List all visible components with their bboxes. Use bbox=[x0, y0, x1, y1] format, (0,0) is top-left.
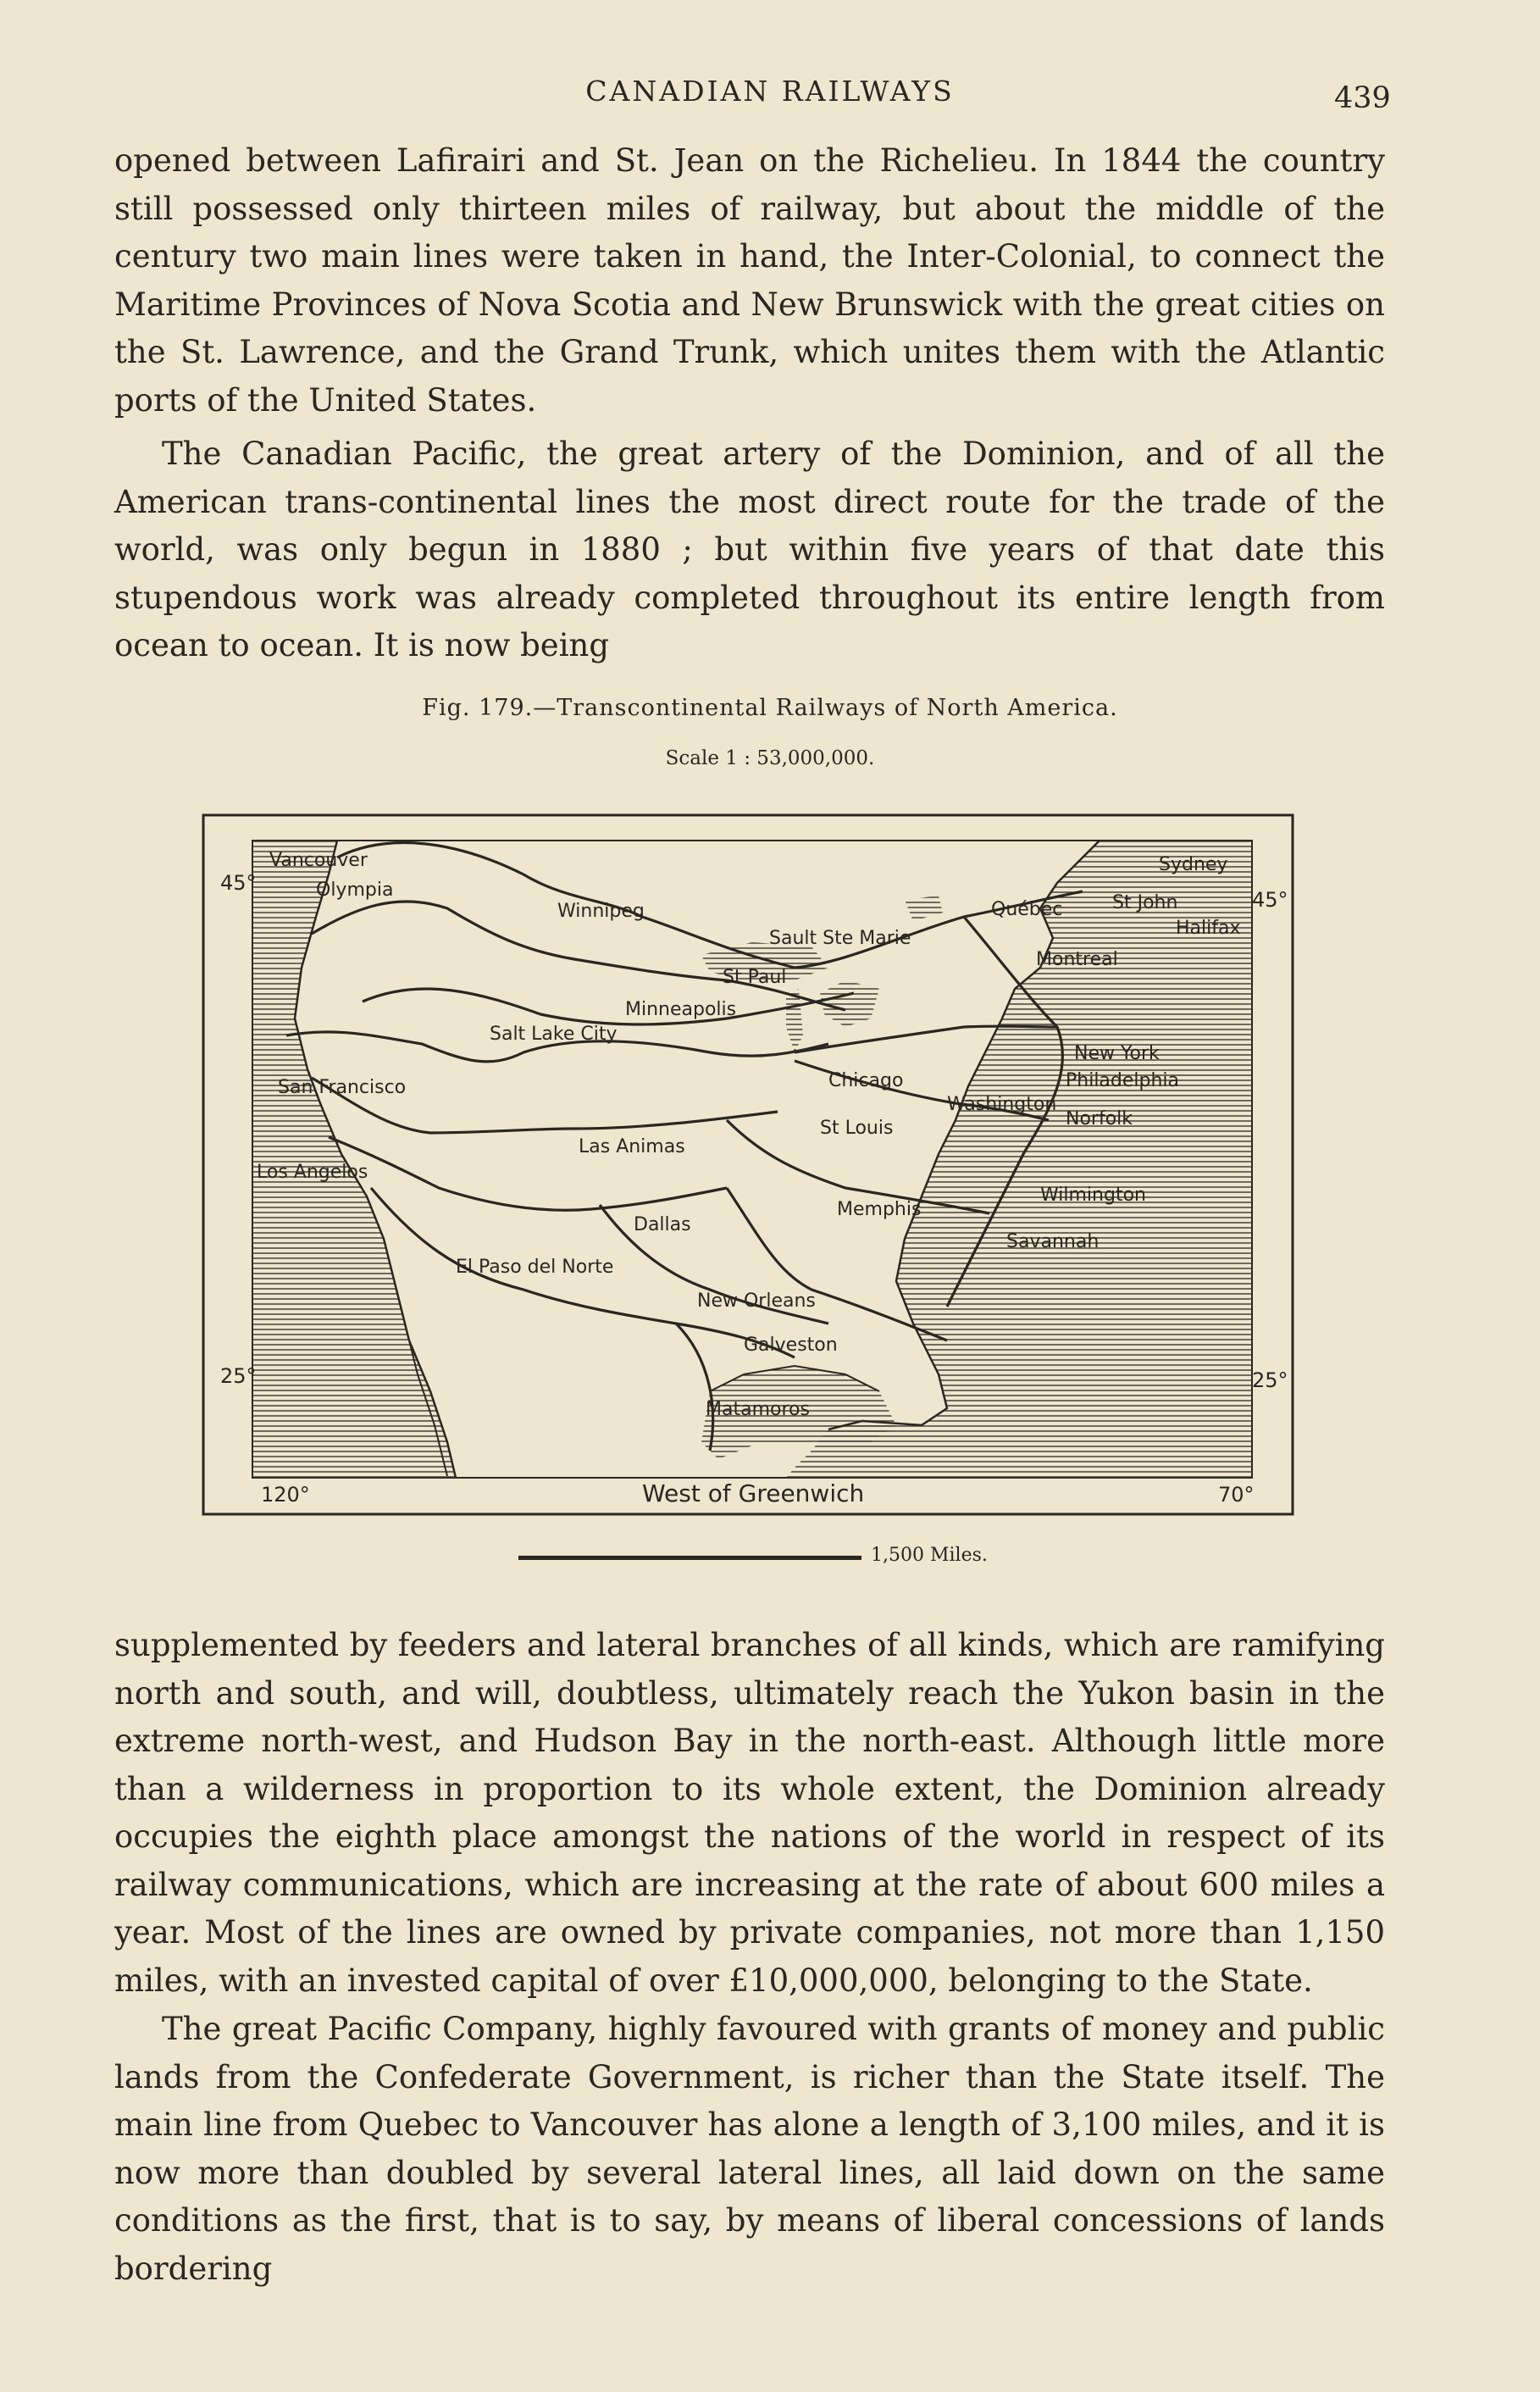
paragraph-4: The great Pacific Company, highly favoured with grants of money and public lands from the Confederate Government, is richer than the State itself. The main line from Quebec to Vancouver has alone a length of 3,100 miles, and it is now more than doubled by several lateral lines, all laid down on the same conditions as the first, that is to say, by means of liberal concessions of lands bordering bbox=[114, 2011, 1385, 2287]
place-washington: Washington bbox=[947, 1094, 1057, 1115]
lon-70: 70° bbox=[1218, 1483, 1255, 1507]
place-matamoros: Matamoros bbox=[706, 1399, 810, 1420]
place-quebec: Québec bbox=[991, 899, 1063, 920]
scale-bar-label: 1,500 Miles. bbox=[871, 1545, 988, 1566]
railway-union-pacific bbox=[363, 989, 854, 1024]
place-norfolk: Norfolk bbox=[1066, 1108, 1133, 1129]
place-los-angeles: Los Angelos bbox=[257, 1162, 368, 1183]
figure-scale: Scale 1 : 53,000,000. bbox=[665, 747, 875, 769]
paragraph-2: The Canadian Pacific, the great artery of the Dominion, and of all the American trans-continental lines the most direct route for the trade of the world, was only begun in 1880 ; but within five years of that date this stupendous work was already completed throughout its entire length from ocean to ocean. It is now being bbox=[114, 436, 1385, 663]
place-winnipeg: Winnipeg bbox=[557, 901, 645, 922]
place-st-louis: St Louis bbox=[820, 1118, 894, 1139]
place-san-francisco: San Francisco bbox=[278, 1077, 407, 1098]
place-st-paul: St Paul bbox=[723, 967, 787, 988]
place-halifax: Halifax bbox=[1176, 918, 1241, 939]
pacific-ocean bbox=[252, 841, 456, 1478]
page-number: 439 bbox=[1334, 81, 1391, 115]
place-savannah: Savannah bbox=[1006, 1231, 1100, 1252]
running-head bbox=[0, 75, 1540, 117]
scale-bar bbox=[508, 1545, 1017, 1575]
paragraph-3: supplemented by feeders and lateral branches of all kinds, which are ramifying north and south, and will, doubtless, ultimately reach the Yukon basin in the extreme north-west, and Hudson Bay in the north-east. Although little more than a wilderness in proportion to its whole extent, the Dominion already occupies the eighth place amongst the nations of the world in respect of its railway communications, which are increasing at the rate of about 600 miles a year. Most of the lines are owned by private companies, not more than 1,150 miles, with an invested capital of over £10,000,000, belonging to the State. bbox=[114, 1627, 1385, 1999]
railway-map bbox=[202, 798, 1294, 1518]
place-sault-ste-marie: Sault Ste Marie bbox=[769, 928, 911, 949]
lat-45-left: 45° bbox=[220, 871, 257, 895]
scale-bar-line bbox=[518, 1556, 861, 1560]
place-wilmington: Wilmington bbox=[1040, 1185, 1146, 1206]
place-st-john: St John bbox=[1112, 892, 1178, 913]
lon-120: 120° bbox=[261, 1483, 310, 1507]
lat-45-right: 45° bbox=[1252, 888, 1288, 912]
map-svg bbox=[202, 798, 1294, 1518]
place-minneapolis: Minneapolis bbox=[625, 999, 737, 1020]
meridian-note: West of Greenwich bbox=[642, 1479, 865, 1507]
place-dallas: Dallas bbox=[634, 1214, 691, 1235]
paragraph-1: opened between Lafirairi and St. Jean on the Richelieu. In 1844 the country still possessed only thirteen miles of railway, but about the middle of the century two main lines were taken in hand, the Inter-Colonial, to connect the Maritime Provinces of Nova Scotia and New Brunswick with the great cities on the St. Lawrence, and the Grand Trunk, which unites them with the Atlantic ports of the United States. bbox=[114, 142, 1385, 419]
figure-caption: Fig. 179.—Transcontinental Railways of North America. bbox=[422, 695, 1118, 721]
place-memphis: Memphis bbox=[837, 1199, 922, 1220]
running-title: CANADIAN RAILWAYS bbox=[585, 75, 955, 108]
place-sydney: Sydney bbox=[1159, 854, 1228, 875]
railway-canadian-pacific bbox=[337, 843, 1083, 968]
lake-huron bbox=[820, 980, 879, 1027]
place-chicago: Chicago bbox=[828, 1070, 904, 1091]
lat-25-left: 25° bbox=[220, 1364, 257, 1388]
lat-25-right: 25° bbox=[1252, 1368, 1288, 1392]
place-philadelphia: Philadelphia bbox=[1066, 1070, 1180, 1091]
place-olympia: Olympia bbox=[316, 880, 394, 901]
place-new-orleans: New Orleans bbox=[697, 1290, 816, 1312]
place-galveston: Galveston bbox=[744, 1335, 838, 1356]
place-montreal: Montreal bbox=[1036, 949, 1118, 970]
place-las-animas: Las Animas bbox=[579, 1136, 685, 1157]
place-new-york: New York bbox=[1074, 1043, 1160, 1064]
hudson-bay-inlet bbox=[905, 896, 943, 921]
place-vancouver: Vancouver bbox=[269, 850, 368, 871]
place-el-paso: El Paso del Norte bbox=[456, 1257, 614, 1278]
place-salt-lake-city: Salt Lake City bbox=[490, 1024, 618, 1045]
